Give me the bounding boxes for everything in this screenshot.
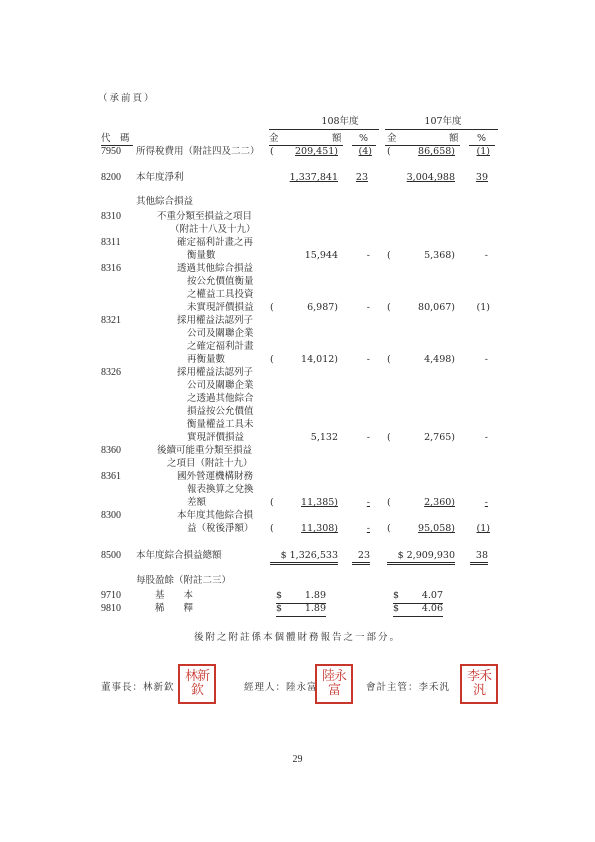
row-label: 基 本 [155,590,194,601]
row-code: 8316 [101,263,121,274]
currency-symbol: $ [393,590,400,601]
open-paren: ( [270,354,274,365]
row-code: 8326 [101,367,121,378]
amount-current: 209,451) [295,146,338,157]
row-label: 差額 [187,497,207,508]
eps-prior: 4.06 [421,603,443,614]
row-label: 益（稅後淨額） [187,523,254,534]
accountant-signature-label: 會計主管：李禾汎 [366,682,451,693]
amount-prior: 3,004,988 [406,172,455,183]
amount-current: 1,337,841 [289,172,338,183]
open-paren: ( [387,354,391,365]
row-code: 8200 [101,172,121,183]
row-label: 本年度其他綜合損 [177,510,254,521]
row-label: 本年度綜合損益總額 [136,550,222,561]
row-label: 實現評價損益 [187,432,245,443]
row-label: 再衡量數 [187,354,226,365]
amount-current: 14,012) [301,354,338,365]
row-code: 7950 [101,146,121,157]
row-label: 採用權益法認列子 [177,315,254,326]
percent-current: - [366,497,370,508]
amount-prior: 2,765) [424,432,455,443]
percent-prior: (1) [476,146,490,157]
amount-current-total: $ 1,326,533 [270,549,338,565]
row-label: 每股盈餘（附註二三） [136,575,232,586]
percent-current: 23 [355,172,368,183]
percent-current: - [366,523,370,534]
row-code: 8361 [101,471,121,482]
row-code: 8311 [101,237,121,248]
percent-header-cur: % [359,133,369,144]
row-label: 公司及關聯企業 [187,380,254,391]
amount-prior: 4,498) [424,354,455,365]
percent-current-total: 23 [352,549,370,565]
row-label: 之權益工具投資 [187,289,254,300]
open-paren: ( [387,250,391,261]
row-code: 8360 [101,445,121,456]
row-label: 公司及關聯企業 [187,328,254,339]
continued-note: （承前頁） [98,93,156,104]
amount-prior: 5,368) [424,250,455,261]
year-current-header: 108年度 [321,116,359,127]
open-paren: ( [270,523,274,534]
chairman-seal: 林新欽 [178,664,216,704]
open-paren: ( [387,497,391,508]
row-label: 損益按公允價值 [187,406,254,417]
row-code: 8310 [101,211,121,222]
row-label: 所得稅費用（附註四及二二） [136,146,260,157]
amount-prior: 86,658) [418,146,455,157]
percent-prior: - [484,354,488,365]
eps-pri-rule [393,616,443,617]
row-label: 稀 釋 [155,603,194,614]
percent-current: - [366,432,370,443]
year-prior-header: 107年度 [424,116,462,127]
amount-header-left-cur: 金 [269,133,279,144]
percent-prior: 39 [475,172,488,183]
row-label: 採用權益法認列子 [177,367,254,378]
percent-prior: - [484,497,488,508]
open-paren: ( [387,302,391,313]
eps-current: 1.89 [304,590,326,601]
percent-header-pri: % [477,133,487,144]
row-label: 後續可能重分類至損益 [157,445,253,456]
row-label: 衡量數 [187,250,216,261]
code-header: 代 碼 [101,133,130,144]
amount-header-right-pri: 額 [449,133,459,144]
percent-current: - [366,354,370,365]
row-code: 9810 [101,603,121,614]
row-label: 國外營運機構財務 [177,471,254,482]
row-code: 9710 [101,590,121,601]
amount-prior: 2,360) [424,497,455,508]
amount-current: 15,944 [304,250,338,261]
eps-cur-rule [276,616,326,617]
manager-signature-label: 經理人：陸永富 [244,682,318,693]
row-label: 衡量權益工具未 [187,419,254,430]
amount-header-right-cur: 額 [332,133,342,144]
row-code: 8500 [101,550,121,561]
currency-symbol: $ [276,603,283,614]
amount-prior: 95,058) [418,523,455,534]
amount-header-left-pri: 金 [387,133,397,144]
percent-current: - [366,250,370,261]
row-code: 8300 [101,510,121,521]
year-current-rule [269,129,379,130]
amount-current: 11,308) [301,523,338,534]
currency-symbol: $ [276,590,283,601]
accountant-seal: 李禾汎 [460,664,498,704]
percent-prior-total: 38 [470,549,488,565]
amount-current: 11,385) [301,497,338,508]
row-label: 之透過其他綜合 [187,393,254,404]
row-label: （附註十八及十九） [170,224,256,235]
amount-prior: 80,067) [418,302,455,313]
open-paren: ( [387,146,391,157]
open-paren: ( [387,523,391,534]
row-code: 8321 [101,315,121,326]
amount-prior-total: $ 2,909,930 [387,549,455,565]
percent-current: - [366,302,370,313]
row-label: 本年度淨利 [136,172,184,183]
open-paren: ( [387,432,391,443]
open-paren: ( [270,146,274,157]
percent-prior: - [484,250,488,261]
row-label: 未實現評價損益 [187,302,254,313]
percent-current: (4) [358,146,372,157]
percent-prior: (1) [476,523,490,534]
row-label: 不重分類至損益之項目 [157,211,253,222]
row-label: 之項目（附註十九） [167,458,253,469]
row-label: 之確定福利計畫 [187,341,254,352]
row-label: 確定福利計畫之再 [177,237,254,248]
percent-prior: (1) [476,302,490,313]
currency-symbol: $ [393,603,400,614]
chairman-signature-label: 董事長：林新欽 [101,682,175,693]
open-paren: ( [270,302,274,313]
percent-prior: - [484,432,488,443]
footnote: 後附之附註係本個體財務報告之一部分。 [193,632,401,643]
page-number: 29 [292,754,303,765]
row-label: 按公允價值衡量 [187,276,254,287]
eps-current: 1.89 [304,603,326,614]
row-label: 其他綜合損益 [136,196,194,207]
eps-prior: 4.07 [421,590,443,601]
amount-current: 5,132 [310,432,338,443]
manager-seal: 陸永富 [315,664,353,704]
amount-current: 6,987) [307,302,338,313]
row-label: 透過其他綜合損益 [177,263,254,274]
row-label: 報表換算之兌換 [187,484,254,495]
open-paren: ( [270,497,274,508]
year-prior-rule [385,129,498,130]
